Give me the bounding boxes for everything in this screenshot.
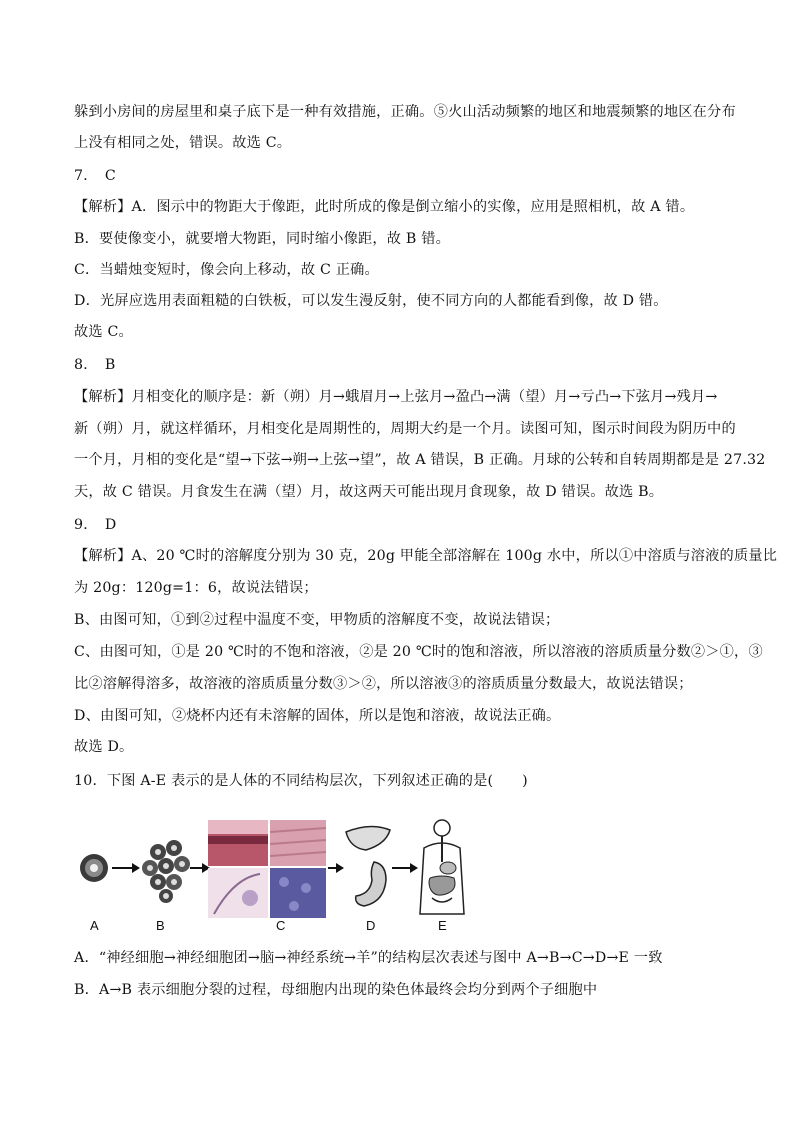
text-line: D．光屏应选用表面粗糙的白铁板，可以发生漫反射，使不同方向的人都能看到像，故 D 错。 bbox=[74, 293, 668, 309]
figure-label-d: D bbox=[366, 918, 376, 933]
cell-illustration bbox=[80, 854, 108, 882]
arrow-icon bbox=[190, 863, 210, 873]
figure-label-e: E bbox=[438, 918, 447, 933]
text-line: 【解析】月相变化的顺序是：新（朔）月→蛾眉月→上弦月→盈凸→满（望）月→亏凸→下弦月→残月→ bbox=[74, 389, 718, 405]
text-line: C．当蜡烛变短时，像会向上移动，故 C 正确。 bbox=[74, 262, 379, 278]
question-answer: 9． D bbox=[74, 517, 117, 533]
text-line: D、由图可知，②烧杯内还有未溶解的固体，所以是饱和溶液，故说法正确。 bbox=[74, 708, 561, 724]
option-a: A．“神经细胞→神经细胞团→脑→神经系统→羊”的结构层次表述与图中 A→B→C→D→E 一致 bbox=[74, 950, 663, 966]
figure-label-a: A bbox=[90, 918, 99, 933]
text-line: 比②溶解得溶多，故溶液的溶质质量分数③＞②，所以溶液③的溶质质量分数最大，故说法错误； bbox=[74, 676, 693, 692]
arrow-icon bbox=[392, 863, 418, 873]
digestive-system-illustration bbox=[420, 820, 464, 914]
text-line: C、由图可知，①是 20 ℃时的不饱和溶液，②是 20 ℃时的饱和溶液，所以溶液的溶质质量分数②＞①，③ bbox=[74, 644, 763, 660]
text-line: 故选 C。 bbox=[74, 324, 133, 340]
arrow-icon bbox=[112, 863, 140, 873]
text-line: 躲到小房间的房屋里和桌子底下是一种有效措施，正确。⑤火山活动频繁的地区和地震频繁的地区在分布 bbox=[74, 104, 736, 120]
figure-label-c: C bbox=[276, 918, 286, 933]
question-answer: 8． B bbox=[74, 357, 116, 373]
option-b: B．A→B 表示细胞分裂的过程，母细胞内出现的染色体最终会均分到两个子细胞中 bbox=[74, 982, 598, 998]
text-line: 新（朔）月，就这样循环，月相变化是周期性的，周期大约是一个月。读图可知，图示时间段为阴历中的 bbox=[74, 421, 736, 437]
text-line: 上没有相同之处，错误。故选 C。 bbox=[74, 135, 292, 151]
text-line: 天，故 C 错误。月食发生在满（望）月，故这两天可能出现月食现象，故 D 错误。故选 B。 bbox=[74, 484, 664, 500]
text-line: 一个月，月相的变化是“望→下弦→朔→上弦→望”，故 A 错误，B 正确。月球的公转和自转周期都是是 27.32 bbox=[74, 452, 766, 468]
body-structure-figure bbox=[74, 818, 474, 936]
text-line: 【解析】A．图示中的物距大于像距，此时所成的像是倒立缩小的实像，应用是照相机，故 A 错。 bbox=[74, 199, 695, 215]
text-line: 为 20g：120g=1：6，故说法错误； bbox=[74, 580, 318, 596]
text-line: B、由图可知，①到②过程中温度不变，甲物质的溶解度不变，故说法错误； bbox=[74, 612, 560, 628]
question-answer: 7． C bbox=[74, 168, 116, 184]
arrow-icon bbox=[328, 863, 344, 873]
text-line: 【解析】A、20 ℃时的溶解度分别为 30 克，20g 甲能全部溶解在 100g 水中，所以①中溶质与溶液的质量比 bbox=[74, 548, 778, 564]
text-line: 故选 D。 bbox=[74, 739, 134, 755]
cell-cluster-illustration bbox=[142, 840, 190, 903]
organ-illustration bbox=[346, 826, 390, 906]
tissue-images bbox=[208, 820, 326, 918]
figure-label-b: B bbox=[156, 918, 165, 933]
question-stem: 10．下图 A-E 表示的是人体的不同结构层次，下列叙述正确的是( ) bbox=[74, 773, 528, 789]
text-line: B．要使像变小，就要增大物距，同时缩小像距，故 B 错。 bbox=[74, 231, 450, 247]
